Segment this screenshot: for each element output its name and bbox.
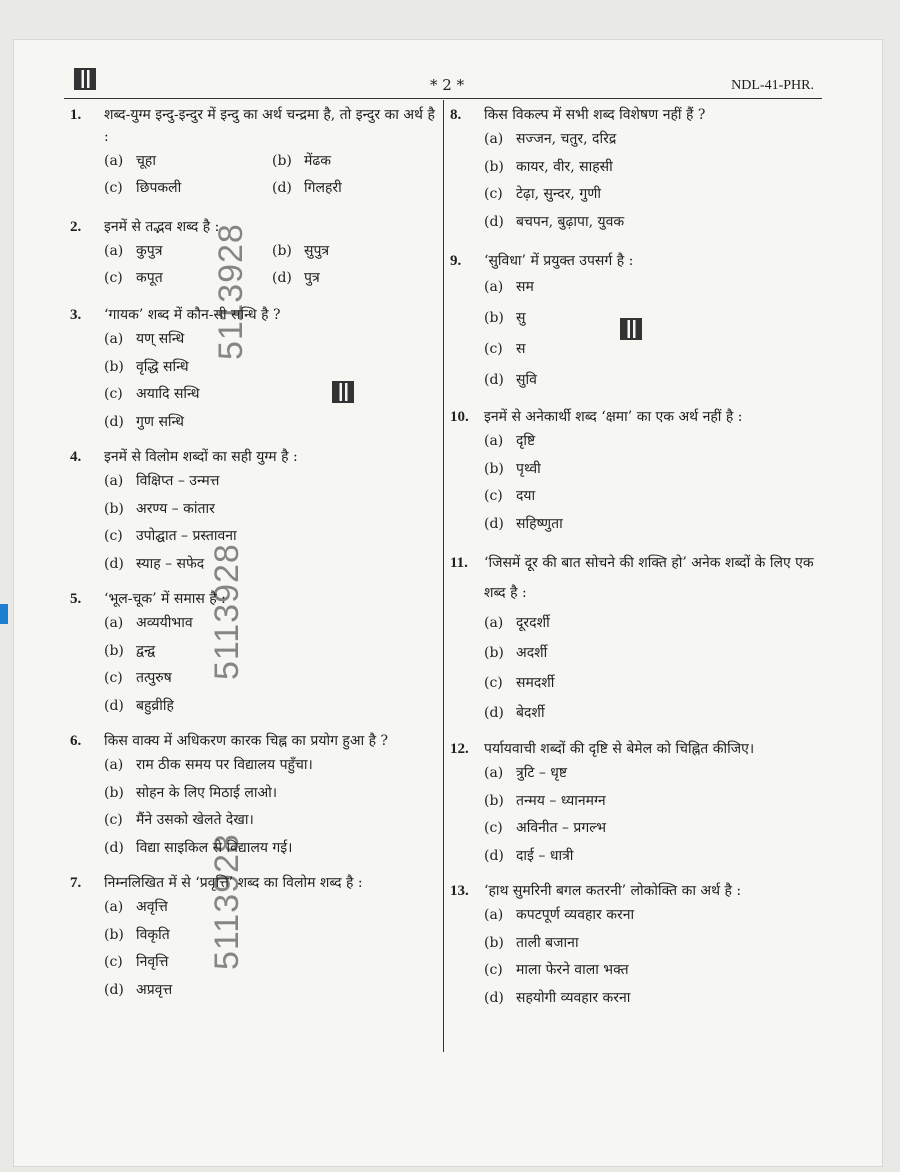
option-a: (a) सज्जन, चतुर, दरिद्र <box>484 131 617 147</box>
option-b: (b) अरण्य – कांतार <box>104 500 215 517</box>
option-b: (b) अदर्शी <box>484 645 548 661</box>
option-b: (b) ताली बजाना <box>484 934 579 951</box>
option-d: (d) दाई – धात्री <box>484 847 574 864</box>
option-c: (c) स <box>484 341 526 357</box>
option-b: (b) वृद्धि सन्धि <box>104 358 189 375</box>
option-d: (d) बेदर्शी <box>484 705 545 721</box>
question-number: 6. <box>70 733 82 749</box>
option-b: (b) तन्मय – ध्यानमग्न <box>484 792 606 809</box>
question-1 <box>70 104 440 202</box>
option-a: (a) विक्षिप्त – उन्मत्त <box>104 473 220 489</box>
option-d: (d) सहिष्णुता <box>484 515 563 532</box>
question-2 <box>70 216 440 292</box>
question-number: 12. <box>450 741 469 757</box>
question-text: ‘जिसमें दूर की बात सोचने की शक्ति हो’ अनेक शब्दों के लिए एक शब्द है : <box>484 555 814 601</box>
serial-stamp: 5113928 <box>208 543 246 680</box>
option-c: (c) अविनीत – प्रगल्भ <box>484 820 607 836</box>
question-3 <box>70 304 440 436</box>
question-text: इनमें से तद्भव शब्द है : <box>104 219 220 235</box>
option-c: (c) छिपकली <box>104 180 182 196</box>
option-b: (b) विकृति <box>104 926 170 943</box>
question-10 <box>450 406 830 538</box>
qr-code-icon <box>74 68 96 90</box>
question-text: शब्द-युग्म इन्दु-इन्दुर में इन्दु का अर्थ चन्द्रमा है, तो इन्दुर का अर्थ है : <box>104 107 435 145</box>
question-number: 10. <box>450 409 469 425</box>
option-c: (c) दया <box>484 488 536 504</box>
question-text: इनमें से अनेकार्थी शब्द ‘क्षमा’ का एक अर्थ नहीं है : <box>484 409 743 425</box>
option-b: (b) सुपुत्र <box>272 243 330 259</box>
question-8 <box>450 104 830 236</box>
question-number: 8. <box>450 107 462 123</box>
question-text: ‘सुविधा’ में प्रयुक्त उपसर्ग है : <box>484 253 634 269</box>
question-text: निम्नलिखित में से ‘प्रवृत्ति’ शब्द का विलोम शब्द है : <box>104 875 363 891</box>
option-a: (a) राम ठीक समय पर विद्यालय पहुँचा। <box>104 757 313 773</box>
option-a: (a) चूहा <box>104 153 156 169</box>
question-number: 13. <box>450 883 469 899</box>
option-c: (c) तत्पुरुष <box>104 670 172 686</box>
option-a: (a) सम <box>484 279 534 295</box>
question-6 <box>70 730 440 862</box>
question-text: किस विकल्प में सभी शब्द विशेषण नहीं हैं ? <box>484 107 706 123</box>
question-text: किस वाक्य में अधिकरण कारक चिह्न का प्रयोग हुआ है ? <box>104 733 389 749</box>
question-text: ‘हाथ सुमरिनी बगल कतरनी’ लोकोक्ति का अर्थ है : <box>484 883 742 899</box>
option-d: (d) स्याह – सफेद <box>104 555 205 572</box>
option-d: (d) विद्या साइकिल से विद्यालय गई। <box>104 839 293 856</box>
option-d: (d) सुवि <box>484 372 537 388</box>
option-b: (b) मेंढक <box>272 153 332 169</box>
option-c: (c) निवृत्ति <box>104 954 169 970</box>
option-a: (a) यण् सन्धि <box>104 331 185 347</box>
question-number: 5. <box>70 591 82 607</box>
question-number: 2. <box>70 219 82 235</box>
option-b: (b) द्वन्द्व <box>104 642 156 659</box>
option-c: (c) उपोद्घात – प्रस्तावना <box>104 528 237 544</box>
side-tab-marker <box>0 604 8 624</box>
serial-stamp: 5113928 <box>208 833 246 970</box>
option-d: (d) अप्रवृत्त <box>104 981 173 998</box>
option-c: (c) टेढ़ा, सुन्दर, गुणी <box>484 186 601 202</box>
question-number: 9. <box>450 253 462 269</box>
option-a: (a) अवृत्ति <box>104 899 168 915</box>
question-7 <box>70 872 440 1004</box>
option-d: (d) गिलहरी <box>272 180 342 196</box>
question-13 <box>450 880 830 1012</box>
question-text: पर्यायवाची शब्दों की दृष्टि से बेमेल को चिह्नित कीजिए। <box>484 741 755 757</box>
serial-stamp: 5113928 <box>212 223 250 360</box>
question-number: 4. <box>70 449 82 465</box>
question-number: 11. <box>450 555 468 571</box>
question-number: 3. <box>70 307 82 323</box>
option-d: (d) बचपन, बुढ़ापा, युवक <box>484 213 625 230</box>
option-d: (d) सहयोगी व्यवहार करना <box>484 989 631 1006</box>
right-column <box>450 100 830 1006</box>
option-d: (d) गुण सन्धि <box>104 413 185 430</box>
column-divider <box>443 100 444 1052</box>
question-9 <box>450 250 830 396</box>
left-column <box>70 100 440 998</box>
option-d: (d) बहुव्रीहि <box>104 697 174 714</box>
question-text: ‘भूल-चूक’ में समास है : <box>104 591 226 607</box>
option-c: (c) समदर्शी <box>484 675 555 691</box>
option-c: (c) माला फेरने वाला भक्त <box>484 962 629 978</box>
question-5 <box>70 588 440 720</box>
question-text: ‘गायक’ शब्द में कौन-सी सन्धि है ? <box>104 307 281 323</box>
question-4 <box>70 446 440 578</box>
option-c: (c) मैंने उसको खेलते देखा। <box>104 812 254 828</box>
option-b: (b) पृथ्वी <box>484 460 541 477</box>
question-number: 1. <box>70 107 82 123</box>
option-d: (d) पुत्र <box>272 270 320 286</box>
question-number: 7. <box>70 875 82 891</box>
paper-code: NDL-41-PHR. <box>731 78 814 93</box>
question-text: इनमें से विलोम शब्दों का सही युग्म है : <box>104 449 298 465</box>
option-a: (a) त्रुटि – धृष्ट <box>484 765 568 781</box>
option-a: (a) कुपुत्र <box>104 243 163 259</box>
page-number: * 2 * <box>430 76 465 94</box>
question-12 <box>450 738 830 870</box>
option-b: (b) कायर, वीर, साहसी <box>484 158 613 175</box>
option-c: (c) कपूत <box>104 270 163 286</box>
question-11 <box>450 548 830 728</box>
option-a: (a) कपटपूर्ण व्यवहार करना <box>484 907 635 923</box>
option-a: (a) दूरदर्शी <box>484 615 550 631</box>
option-b: (b) सोहन के लिए मिठाई लाओ। <box>104 784 278 801</box>
option-a: (a) दृष्टि <box>484 433 536 449</box>
option-b: (b) सु <box>484 310 526 326</box>
option-a: (a) अव्ययीभाव <box>104 615 193 631</box>
option-c: (c) अयादि सन्धि <box>104 386 200 402</box>
header-divider <box>64 98 822 99</box>
